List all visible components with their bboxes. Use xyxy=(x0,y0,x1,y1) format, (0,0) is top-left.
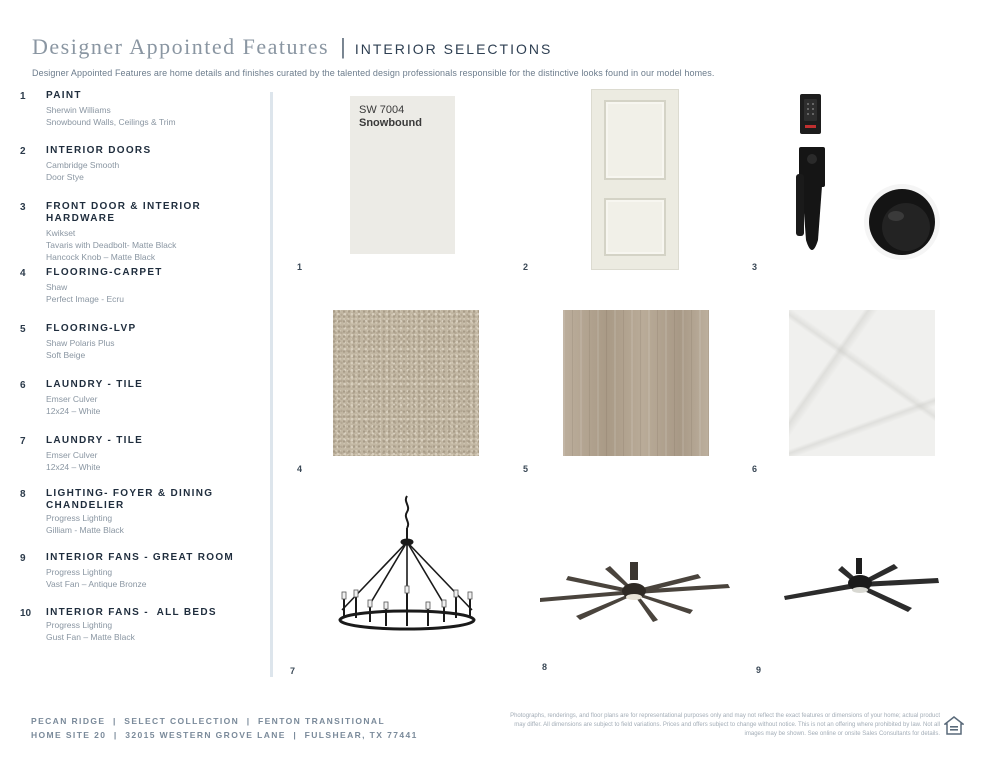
page-title: Designer Appointed Features xyxy=(32,34,330,59)
feature-number: 2 xyxy=(20,146,26,157)
feature-detail: Perfect Image - Ecru xyxy=(46,294,124,304)
legal-disclaimer: Photographs, renderings, and floor plans are for representational purposes only and may not reflect the exact features or dimensions of your home; actual product may differ. All dimensions are subject to field variations. Prices and offers subject to change without notice. This is not an offering where prohibited by law. Not all images may be shown. See online or onsite Sales Consultants for details. xyxy=(510,713,940,737)
feature-detail: 12x24 – White xyxy=(46,406,101,416)
lvp-swatch xyxy=(563,310,709,456)
feature-number: 1 xyxy=(20,91,26,102)
feature-item xyxy=(20,90,270,128)
feature-detail: Door Stye xyxy=(46,172,84,182)
intro-text: Designer Appointed Features are home details and finishes curated by the talented design professionals responsible for the distinctive looks found in our model homes. xyxy=(32,68,715,78)
feature-detail: Snowbound Walls, Ceilings & Trim xyxy=(46,117,176,127)
ceiling-fan-icon xyxy=(540,562,730,622)
feature-detail: Emser Culver xyxy=(46,450,98,460)
image-caption: 1 xyxy=(297,262,303,272)
vertical-divider xyxy=(270,92,273,677)
feature-detail: Kwikset xyxy=(46,228,76,238)
feature-name: LAUNDRY - TILE xyxy=(46,435,144,446)
feature-item xyxy=(20,488,270,536)
feature-item xyxy=(20,201,270,263)
feature-detail: Gust Fan – Matte Black xyxy=(46,632,135,642)
feature-name: FLOORING-LVP xyxy=(46,323,137,334)
page-subtitle: INTERIOR SELECTIONS xyxy=(354,41,553,57)
feature-number: 3 xyxy=(20,202,26,213)
footer-line-address: HOME SITE 20 | 32015 WESTERN GROVE LANE | FULSHEAR, TX 77441 xyxy=(31,730,418,740)
feature-number: 5 xyxy=(20,324,26,335)
equal-housing-opportunity-icon xyxy=(944,716,964,736)
feature-detail: Tavaris with Deadbolt- Matte Black xyxy=(46,240,177,250)
title-separator: | xyxy=(340,34,346,59)
feature-name: LIGHTING- FOYER & DINING CHANDELIER xyxy=(46,488,214,511)
feature-detail: Gilliam - Matte Black xyxy=(46,525,124,535)
door-lower-panel xyxy=(604,198,666,256)
feature-detail: Sherwin Williams xyxy=(46,105,111,115)
feature-detail: Vast Fan – Antique Bronze xyxy=(46,579,147,589)
image-caption: 3 xyxy=(752,262,758,272)
feature-number: 9 xyxy=(20,553,26,564)
feature-item xyxy=(20,267,270,305)
feature-detail: Progress Lighting xyxy=(46,513,113,523)
feature-item xyxy=(20,435,270,473)
feature-detail: 12x24 – White xyxy=(46,462,101,472)
feature-name: PAINT xyxy=(46,90,82,101)
feature-name: INTERIOR FANS - GREAT ROOM xyxy=(46,552,235,563)
paint-swatch xyxy=(350,96,455,254)
feature-item xyxy=(20,323,270,361)
chandelier-icon xyxy=(340,496,474,629)
smart-lock-icon xyxy=(800,94,821,134)
feature-item xyxy=(20,552,270,590)
handleset-icon xyxy=(796,147,825,250)
footer-line-collection: PECAN RIDGE | SELECT COLLECTION | FENTON TRANSITIONAL xyxy=(31,716,386,726)
feature-name: FLOORING-CARPET xyxy=(46,267,163,278)
door-upper-panel xyxy=(604,100,666,180)
great-room-fan-image xyxy=(538,560,734,626)
image-caption: 8 xyxy=(542,662,548,672)
image-caption: 6 xyxy=(752,464,758,474)
title-row xyxy=(32,34,972,60)
feature-name: FRONT DOOR & INTERIOR HARDWARE xyxy=(46,201,202,224)
feature-item xyxy=(20,379,270,417)
paint-code: SW 7004 xyxy=(359,104,405,116)
image-caption: 9 xyxy=(756,665,762,675)
feature-item xyxy=(20,607,270,643)
chandelier-image xyxy=(330,492,485,637)
feature-number: 8 xyxy=(20,489,26,500)
feature-number: 4 xyxy=(20,268,26,279)
feature-name: INTERIOR FANS - ALL BEDS xyxy=(46,607,217,618)
feature-name: INTERIOR DOORS xyxy=(46,145,152,156)
feature-detail: Emser Culver xyxy=(46,394,98,404)
page-header xyxy=(32,34,972,78)
feature-number: 10 xyxy=(20,608,32,619)
feature-detail: Progress Lighting xyxy=(46,567,113,577)
paint-name: Snowbound xyxy=(359,117,422,129)
image-caption: 5 xyxy=(523,464,529,474)
image-caption: 4 xyxy=(297,464,303,474)
ceiling-fan-icon xyxy=(784,558,939,612)
feature-detail: Soft Beige xyxy=(46,350,86,360)
door-knob-icon xyxy=(864,184,940,260)
feature-detail: Shaw Polaris Plus xyxy=(46,338,115,348)
image-caption: 2 xyxy=(523,262,529,272)
door-hardware-image xyxy=(790,90,950,270)
feature-name: LAUNDRY - TILE xyxy=(46,379,144,390)
image-caption: 7 xyxy=(290,666,296,676)
interior-door-image xyxy=(591,89,679,270)
feature-item xyxy=(20,145,270,183)
footer-community-info xyxy=(31,714,418,742)
tile-swatch xyxy=(789,310,935,456)
feature-detail: Progress Lighting xyxy=(46,620,113,630)
feature-detail: Shaw xyxy=(46,282,68,292)
feature-detail: Hancock Knob – Matte Black xyxy=(46,252,156,262)
feature-detail: Cambridge Smooth xyxy=(46,160,120,170)
bedroom-fan-image xyxy=(782,556,942,616)
carpet-swatch xyxy=(333,310,479,456)
feature-number: 6 xyxy=(20,380,26,391)
feature-number: 7 xyxy=(20,436,26,447)
